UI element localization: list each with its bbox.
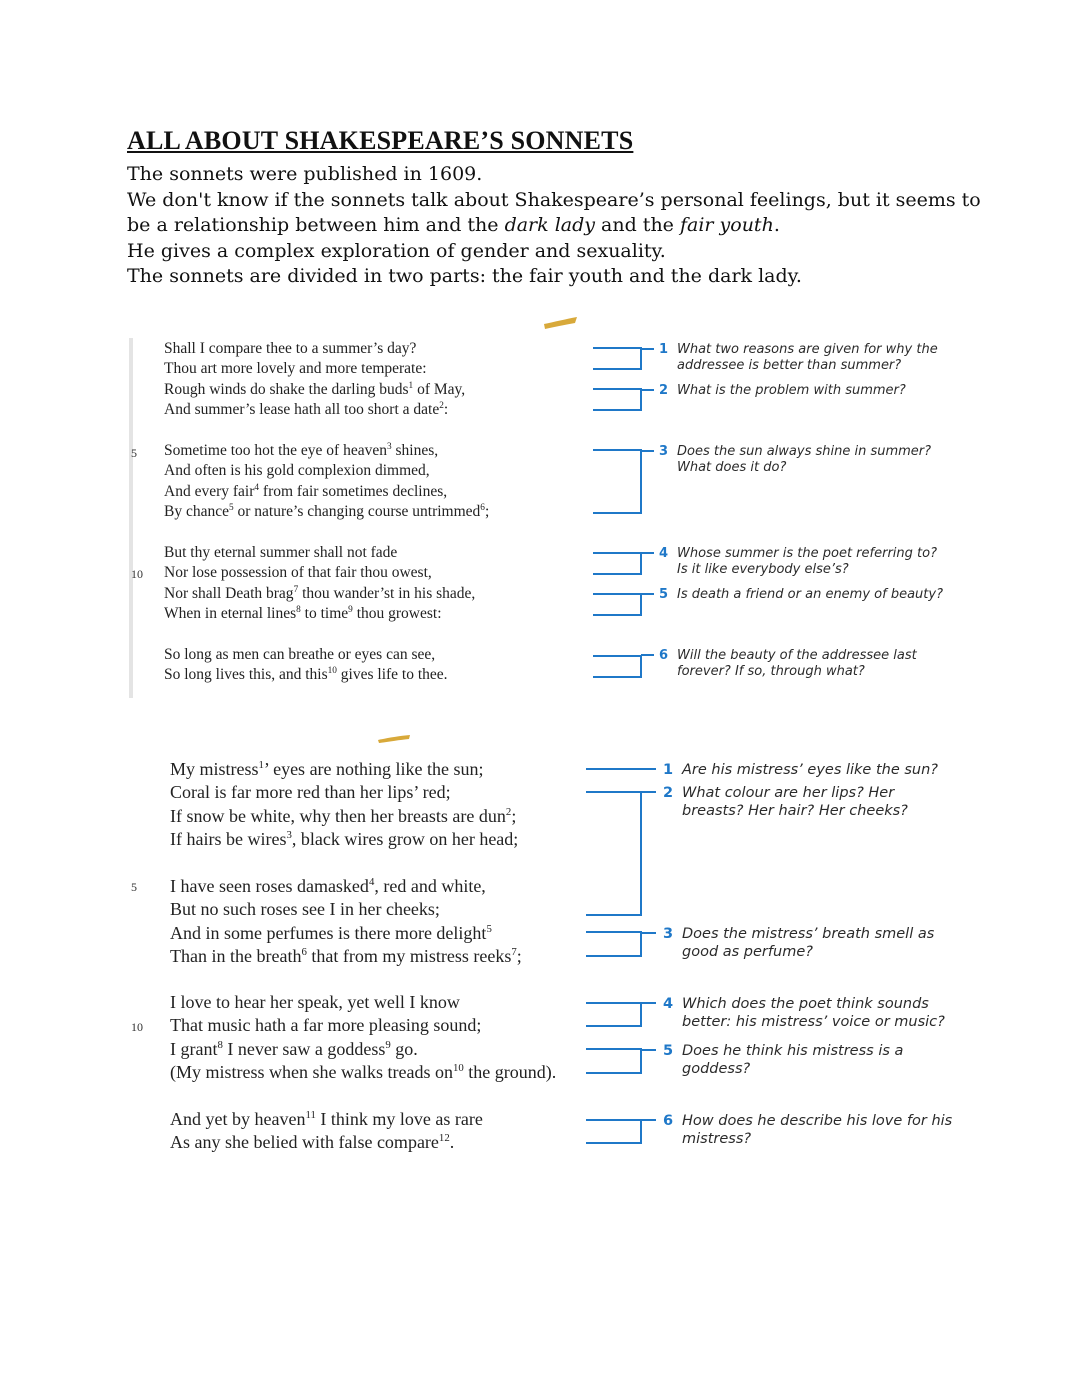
footnote-marker: 10: [452, 1061, 464, 1074]
sonnet-130-question-1: [663, 762, 963, 780]
footnote-marker: 3: [286, 828, 292, 841]
question-number: 3: [659, 444, 669, 459]
poem-line-text: thou wander’st in his shade,: [298, 584, 476, 602]
footnote-marker: 1: [258, 759, 264, 771]
question-text: Is death a friend or an enemy of beauty?: [677, 587, 943, 602]
poem-line-text: And often is his gold complexion dimmed,: [164, 462, 430, 480]
question-number: 1: [663, 762, 674, 778]
question-text: Will the beauty of the addressee last forever? If so, through what?: [677, 648, 917, 679]
intro-text-part: .: [773, 214, 780, 236]
bracket-2: [586, 792, 641, 915]
question-number: 6: [663, 1113, 674, 1129]
poem-line-text: Thou art more lovely and more temperate:: [164, 360, 427, 378]
footnote-marker: 2: [505, 805, 512, 818]
question-text: Are his mistress’ eyes like the sun?: [682, 762, 939, 778]
question-number: 5: [659, 587, 669, 602]
footnote-marker: 4: [254, 482, 260, 493]
sonnet-130-question-4: [663, 996, 963, 1031]
poem-line-text: (My mistress when she walks treads on: [170, 1061, 453, 1082]
bracket-3: [586, 932, 641, 956]
footnote-marker: 11: [305, 1109, 316, 1121]
poem-line-text: shines,: [391, 442, 439, 459]
bracket-5: [586, 1049, 641, 1073]
poem-line-text: gives life to thee.: [336, 666, 448, 684]
poem-line-text: Rough winds do shake the darling buds: [164, 380, 409, 398]
poem-line-text: If snow be white, why then her breasts are dun: [170, 805, 506, 826]
question-text: What two reasons are given for why the addressee is better than summer?: [677, 342, 938, 373]
poem-line-text: As any she belied with false compare: [170, 1132, 439, 1153]
question-text: Which does the poet think sounds better: his mistress’ voice or music?: [682, 996, 945, 1030]
poem-line-text: I grant: [170, 1038, 218, 1059]
footnote-marker: 7: [511, 945, 517, 958]
poem-line-text: or nature’s changing course untrimmed: [233, 503, 481, 521]
sonnet-130-question-5: [663, 1043, 933, 1078]
footnote-marker: 6: [480, 503, 485, 514]
footnote-marker: 7: [293, 584, 299, 595]
question-text: Does he think his mistress is a goddess?: [682, 1043, 904, 1077]
question-number: 4: [659, 546, 669, 561]
footnote-marker: 10: [327, 666, 337, 677]
question-number: 4: [663, 996, 674, 1012]
footnote-marker: 8: [296, 605, 301, 616]
footnote-marker: 1: [408, 380, 414, 391]
poem-line-text: thou growest:: [352, 605, 442, 623]
footnote-marker: 2: [439, 401, 444, 412]
question-text: How does he describe his love for his mistress?: [682, 1113, 953, 1147]
poem-line-text: I love to hear her speak, yet well I know: [170, 992, 460, 1012]
question-number: 2: [663, 785, 674, 801]
footnote-marker: 12: [438, 1132, 450, 1145]
poem-line-text: ;: [516, 945, 522, 966]
footnote-marker: 3: [386, 441, 392, 452]
poem-line-text: Sometime too hot the eye of heaven: [164, 442, 387, 459]
question-text: What colour are her lips? Her breasts? Her hair? Her cheeks?: [682, 785, 908, 819]
poem-line-text: That music hath a far more pleasing sound;: [170, 1015, 482, 1036]
sonnet-130-question-6: [663, 1113, 953, 1148]
line-number-10: 10: [131, 567, 143, 581]
poem-line-text: So long lives this, and this: [164, 666, 328, 684]
poem-line-text: ;: [484, 503, 490, 521]
poem-line-text: ;: [511, 805, 517, 826]
poem-line-text: When in eternal lines: [164, 605, 297, 623]
poem-line-text: Than in the breath: [170, 945, 302, 966]
poem-line-text: But no such roses see I in her cheeks;: [170, 899, 440, 920]
poem-line-text: ’ eyes are nothing like the sun;: [263, 759, 484, 779]
poem-line-text: I think my love as rare: [315, 1109, 483, 1129]
question-number: 5: [663, 1043, 674, 1059]
intro-line-4: The sonnets are divided in two parts: the fair youth and the dark lady.: [127, 265, 802, 287]
footnote-marker: 9: [348, 605, 353, 616]
bracket-4: [586, 1003, 641, 1026]
question-number: 3: [663, 926, 674, 942]
question-text: What is the problem with summer?: [677, 383, 906, 398]
poem-line-text: Nor lose possession of that fair thou owest,: [164, 564, 432, 582]
poem-line-text: Nor shall Death brag: [164, 584, 294, 602]
footnote-marker: 6: [301, 945, 307, 958]
poem-line-text: of May,: [413, 380, 466, 398]
line-number-5: 5: [131, 446, 137, 460]
poem-line-text: If hairs be wires: [170, 828, 287, 849]
footnote-marker: 4: [368, 876, 375, 888]
intro-text-part: and the: [595, 214, 680, 236]
sonnet-130-question-3: [663, 926, 963, 961]
poem-line-text: By chance: [164, 503, 229, 521]
question-number: 1: [659, 342, 669, 357]
poem-line-text: , red and white,: [374, 876, 486, 896]
poem-line-text: And yet by heaven: [170, 1109, 306, 1129]
poem-line-text: And in some perfumes is there more delight: [170, 922, 487, 943]
poem-line-text: But thy eternal summer shall not fade: [164, 544, 398, 561]
poem-line-text: I never saw a goddess: [222, 1038, 386, 1059]
question-number: 6: [659, 648, 669, 663]
footnote-marker: 9: [385, 1038, 391, 1051]
poem-line-text: And summer’s lease hath all too short a date: [164, 401, 440, 419]
question-text: Does the mistress’ breath smell as good as perfume?: [682, 926, 935, 960]
poem-line-text: to time: [300, 605, 349, 623]
sonnet-130-question-2: [663, 785, 933, 820]
poem-line-text: that from my mistress reeks: [306, 945, 512, 966]
intro-line-1: The sonnets were published in 1609.: [127, 163, 483, 185]
poem-line-text: And every fair: [164, 482, 255, 500]
line-number-5: 5: [131, 880, 137, 894]
poem-line-text: I have seen roses damasked: [170, 876, 369, 896]
poem-line-text: Coral is far more red than her lips’ red;: [170, 782, 451, 803]
poem-line-text: from fair sometimes declines,: [259, 482, 448, 500]
intro-line-3: He gives a complex exploration of gender and sexuality.: [127, 239, 666, 262]
question-number: 2: [659, 383, 669, 398]
intro-fair-youth: fair youth: [679, 214, 774, 236]
poem-line-text: My mistress: [170, 759, 259, 779]
footnote-marker: 8: [217, 1038, 223, 1051]
footnote-marker: 5: [486, 922, 492, 935]
bracket-6: [586, 1120, 641, 1143]
intro-text-part: We don't know if the sonnets talk about Shakespeare’s personal feelings, but it seems to be a relationship between him and the: [127, 188, 981, 236]
poem-line-text: the ground).: [463, 1061, 557, 1082]
question-text: Whose summer is the poet referring to? Is it like everybody else’s?: [677, 546, 937, 577]
line-number-10: 10: [131, 1020, 143, 1034]
question-text: Does the sun always shine in summer? What does it do?: [677, 444, 932, 475]
page-title: ALL ABOUT SHAKESPEARE’S SONNETS: [127, 126, 634, 155]
poem-line-text: go.: [390, 1038, 418, 1059]
poem-line-text: :: [443, 401, 449, 419]
poem-line-text: .: [449, 1132, 455, 1153]
poem-line-text: So long as men can breathe or eyes can see,: [164, 646, 436, 663]
poem-line-text: , black wires grow on her head;: [291, 828, 519, 849]
poem-line-text: Shall I compare thee to a summer’s day?: [164, 340, 417, 357]
footnote-marker: 5: [228, 503, 234, 514]
intro-dark-lady: dark lady: [504, 214, 595, 236]
